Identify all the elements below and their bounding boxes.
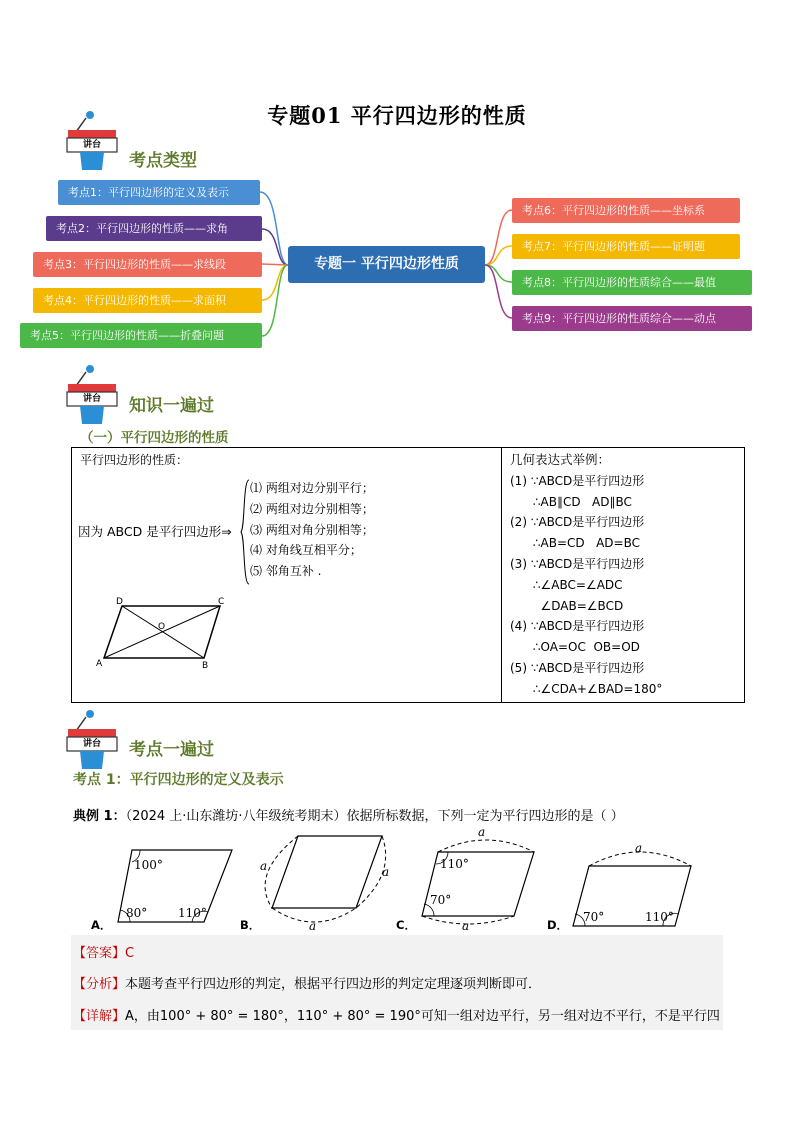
point1-title: 考点 1：平行四边形的定义及表示 <box>73 772 284 788</box>
figure-label-c: C <box>218 597 225 607</box>
answer-line <box>73 942 134 961</box>
side-label: a <box>309 919 317 933</box>
property-item: ⑷ 对角线互相平分； <box>250 543 362 558</box>
mindmap-node-7: 考点7：平行四边形的性质——证明题 <box>512 234 740 259</box>
detail-line <box>73 1005 720 1024</box>
mindmap-node-5: 考点5：平行四边形的性质——折叠问题 <box>20 323 262 348</box>
angle-label: 80° <box>126 906 148 920</box>
mindmap-node-9: 考点9：平行四边形的性质综合——动点 <box>512 306 752 331</box>
option-b-figure <box>236 824 401 934</box>
podium-badge-text: 讲台 <box>82 394 101 404</box>
angle-label: 110° <box>440 857 469 871</box>
side-label: a <box>260 859 268 873</box>
option-c-label: C． <box>396 918 416 932</box>
examples-list <box>510 450 662 700</box>
podium-badge-text: 讲台 <box>82 739 101 749</box>
detail-tag: 【详解】 <box>73 1009 126 1024</box>
option-c-figure <box>392 824 552 934</box>
podium-badge-icon <box>64 364 120 428</box>
example-line: (1) ∵ABCD是平行四边形 <box>510 473 645 488</box>
mindmap-node-6: 考点6：平行四边形的性质——坐标系 <box>512 198 740 223</box>
option-a-label: A． <box>91 918 112 932</box>
analysis-line <box>73 973 541 992</box>
property-item: ⑵ 两组对边分别相等； <box>250 501 374 516</box>
analysis-tag: 【分析】 <box>73 977 126 992</box>
knowledge-subtitle: （一）平行四边形的性质 <box>80 430 229 446</box>
example-line: (2) ∵ABCD是平行四边形 <box>510 515 645 530</box>
example-line: ∴OA=OC OB=OD <box>510 640 640 655</box>
properties-header: 平行四边形的性质： <box>80 453 189 467</box>
option-b-label: B． <box>240 918 261 932</box>
page-title: 专题01 平行四边形的性质 <box>267 103 527 128</box>
angle-label: 70° <box>430 893 452 907</box>
figure-label-b: B <box>202 661 209 668</box>
example-line: ∴AB=CD AD=BC <box>510 536 640 551</box>
example-line: (4) ∵ABCD是平行四边形 <box>510 619 645 634</box>
property-item: ⑶ 两组对角分别相等； <box>250 522 374 537</box>
option-a-figure <box>86 828 246 933</box>
answer-tag: 【答案】 <box>73 946 126 961</box>
section-heading-types: 考点类型 <box>129 151 197 171</box>
examples-header: 几何表达式举例： <box>510 452 611 467</box>
angle-label: 110° <box>178 906 207 920</box>
option-d-figure <box>543 824 713 934</box>
parallelogram-figure <box>96 596 226 668</box>
side-label: a <box>462 919 470 933</box>
example-line: (5) ∵ABCD是平行四边形 <box>510 660 645 675</box>
mindmap-node-1: 考点1：平行四边形的定义及表示 <box>58 180 260 205</box>
side-label: a <box>635 841 643 855</box>
knowledge-table <box>71 447 745 703</box>
podium-badge-text: 讲台 <box>82 140 101 150</box>
example-line: ∴∠ABC=∠ADC <box>510 577 623 592</box>
property-item: ⑴ 两组对边分别平行； <box>250 481 374 495</box>
property-item: ⑸ 邻角互补 . <box>250 564 322 579</box>
example-line: ∴∠CDA+∠BAD=180° <box>510 681 663 696</box>
because-text: 因为 ABCD 是平行四边形⇒ <box>78 524 232 539</box>
answer-value: C <box>125 946 135 961</box>
example-line: (3) ∵ABCD是平行四边形 <box>510 556 645 571</box>
mindmap-center-node: 专题一 平行四边形性质 <box>288 246 485 283</box>
mindmap-node-8: 考点8：平行四边形的性质综合——最值 <box>512 270 752 295</box>
option-d-label: D． <box>547 918 569 932</box>
mindmap-node-2: 考点2：平行四边形的性质——求角 <box>46 216 262 241</box>
analysis-text: 本题考查平行四边形的判定，根据平行四边形的判定定理逐项判断即可． <box>125 977 542 992</box>
mindmap-node-3: 考点3：平行四边形的性质——求线段 <box>33 252 262 277</box>
example-text: （2024 上·山东潍坊·八年级统考期末）依据所标数据，下列一定为平行四边形的是（ ） <box>125 809 624 824</box>
section-heading-points: 考点一遍过 <box>129 740 214 760</box>
properties-list <box>250 478 374 582</box>
podium-badge-icon <box>64 110 120 174</box>
angle-label: 100° <box>134 858 163 872</box>
side-label: a <box>382 865 390 879</box>
section-heading-knowledge: 知识一遍过 <box>129 396 214 416</box>
answer-block <box>71 935 723 1030</box>
example-label: 典例 1： <box>73 809 126 824</box>
example-line: ∴AB∥CD AD∥BC <box>510 494 632 509</box>
figure-label-a: A <box>96 659 103 668</box>
figure-label-o: O <box>158 622 166 632</box>
figure-label-d: D <box>116 597 123 607</box>
angle-label: 70° <box>583 910 605 924</box>
podium-badge-icon <box>64 709 120 773</box>
example-line: ∠DAB=∠BCD <box>510 598 624 613</box>
example-question <box>73 805 624 824</box>
properties-cell <box>72 448 502 703</box>
side-label: a <box>478 825 486 839</box>
detail-text: A，由100° + 80° = 180°，110° + 80° = 190°可知一组对边平行，另一组对边不平行，不是平行四 <box>125 1009 720 1024</box>
examples-cell <box>502 448 745 703</box>
angle-label: 110° <box>645 910 674 924</box>
mindmap-node-4: 考点4：平行四边形的性质——求面积 <box>33 288 262 313</box>
